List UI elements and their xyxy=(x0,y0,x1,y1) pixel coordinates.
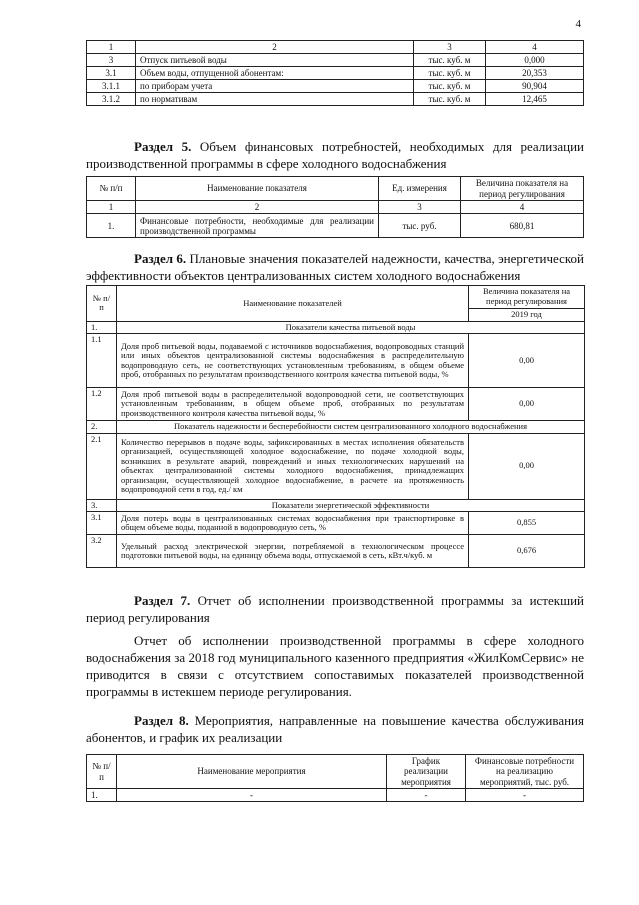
section-7-title: Отчет об исполнении производственной программы за истекший период регулирования xyxy=(86,593,584,625)
header-number: № п/п xyxy=(87,286,117,322)
group-title: Показатель надежности и бесперебойности систем централизованного холодного водоснабжения xyxy=(117,421,585,434)
row-finance: - xyxy=(466,789,584,802)
group-title: Показатели качества питьевой воды xyxy=(117,321,585,334)
row-name: - xyxy=(117,789,387,802)
group-title: Показатели энергетической эффективности xyxy=(117,499,585,512)
row-text: Количество перерывов в подаче воды, зафиксированных в местах исполнения обязательств организацией, осуществляющей холодное водоснабжение, по подаче холодной воды, возникших в результате аварий, повреждений и иных технологических нарушений на объектах централизованной системы холодного водоснабжения, принадлежащих организации, осуществляющей холодное водоснабжение, в расчете на протяженность водопроводной сети в год, ед./ км xyxy=(117,433,469,499)
table-row xyxy=(87,388,585,421)
section-8-title: Мероприятия, направленные на повышение качества обслуживания абонентов, и график их реализации xyxy=(86,713,584,745)
group-row xyxy=(87,499,585,512)
row-unit: тыс. куб. м xyxy=(414,54,486,67)
group-num: 3. xyxy=(87,499,117,512)
header-unit: Ед. измерения xyxy=(379,177,461,201)
header-number: № п/п xyxy=(87,177,136,201)
group-row xyxy=(87,421,585,434)
section-7-label: Раздел 7. xyxy=(134,593,191,608)
col-number-1: 1 xyxy=(87,41,136,54)
col-number-2: 2 xyxy=(136,41,414,54)
col-number-2: 2 xyxy=(136,201,379,214)
section-5-label: Раздел 5. xyxy=(134,139,192,154)
group-row xyxy=(87,321,585,334)
col-number-4: 4 xyxy=(486,41,584,54)
section-8-heading xyxy=(86,712,584,746)
row-num: 3.1 xyxy=(87,67,136,80)
row-text: Доля проб питьевой воды в распределительной водопроводной сети, не соответствующих установленным требованиям, в общем объеме проб, отобранных по результатам производственного контроля качества питьевой воды, % xyxy=(117,388,469,421)
col-number-3: 3 xyxy=(414,41,486,54)
row-unit: тыс. куб. м xyxy=(414,93,486,106)
row-schedule: - xyxy=(387,789,466,802)
row-num: 2.1 xyxy=(87,433,117,499)
row-value: 0,00 xyxy=(469,388,585,421)
table-row xyxy=(87,93,584,106)
row-name: Отпуск питьевой воды xyxy=(136,54,414,67)
row-unit: тыс. куб. м xyxy=(414,80,486,93)
table-row xyxy=(87,54,584,67)
row-num: 3 xyxy=(87,54,136,67)
header-schedule: График реализации мероприятия xyxy=(387,755,466,789)
row-num: 1.2 xyxy=(87,388,117,421)
row-unit: тыс. руб. xyxy=(379,214,461,238)
section-8-label: Раздел 8. xyxy=(134,713,189,728)
row-value: 0,00 xyxy=(469,334,585,388)
row-num: 3.2 xyxy=(87,535,117,568)
row-name: Финансовые потребности, необходимые для реализации производственной программы xyxy=(136,214,379,238)
row-num: 3.1.1 xyxy=(87,80,136,93)
measures-table xyxy=(86,754,584,802)
section-5-heading xyxy=(86,138,584,172)
row-value: 0,855 xyxy=(469,512,585,535)
row-num: 3.1 xyxy=(87,512,117,535)
header-year: 2019 год xyxy=(469,309,585,322)
col-number-4: 4 xyxy=(461,201,584,214)
row-name: по нормативам xyxy=(136,93,414,106)
table-row xyxy=(87,80,584,93)
table-row xyxy=(87,214,584,238)
row-name: Объем воды, отпущенной абонентам: xyxy=(136,67,414,80)
row-value: 12,465 xyxy=(486,93,584,106)
header-value: Величина показателя на период регулирования xyxy=(469,286,585,309)
header-name: Наименование мероприятия xyxy=(117,755,387,789)
water-supply-table xyxy=(86,40,584,106)
row-name: по приборам учета xyxy=(136,80,414,93)
row-text: Удельный расход электрической энергии, потребляемой в технологическом процессе подготовки питьевой воды, на единицу объема воды, отпускаемой в сеть, кВт.ч/куб. м xyxy=(117,535,469,568)
row-value: 0,00 xyxy=(469,433,585,499)
row-text: Доля проб питьевой воды, подаваемой с источников водоснабжения, водопроводных станций или иных объектов централизованной системы водоснабжения в распределительную водопроводную сеть, не соответствующих установленным требованиям, в общем объеме проб, отобранных по результатам производственного контроля качества питьевой воды, % xyxy=(117,334,469,388)
table-row xyxy=(87,334,585,388)
row-num: 1. xyxy=(87,214,136,238)
row-value: 90,904 xyxy=(486,80,584,93)
group-num: 2. xyxy=(87,421,117,434)
section-7-paragraph: Отчет об исполнении производственной программы в сфере холодного водоснабжения за 2018 год муниципального казенного предприятия «ЖилКомСервис» не приводится в связи с отсутствием сопоставимых показателей производственной программы в истекшем периоде регулирования. xyxy=(86,633,584,699)
header-value: Величина показателя на период регулирования xyxy=(461,177,584,201)
row-text: Доля потерь воды в централизованных системах водоснабжения при транспортировке в общем объеме воды, поданной в водопроводную сеть, % xyxy=(117,512,469,535)
indicators-table xyxy=(86,285,585,568)
header-finance: Финансовые потребности на реализацию мероприятий, тыс. руб. xyxy=(466,755,584,789)
financial-needs-table xyxy=(86,176,584,238)
header-number: № п/п xyxy=(87,755,117,789)
header-name: Наименование показателя xyxy=(136,177,379,201)
row-value: 20,353 xyxy=(486,67,584,80)
row-num: 1.1 xyxy=(87,334,117,388)
page-number: 4 xyxy=(575,18,581,30)
table-row xyxy=(87,433,585,499)
row-value: 680,81 xyxy=(461,214,584,238)
table-row xyxy=(87,789,584,802)
section-6-heading xyxy=(86,250,584,284)
header-name: Наименование показателей xyxy=(117,286,469,322)
section-6-label: Раздел 6. xyxy=(134,251,187,266)
row-unit: тыс. куб. м xyxy=(414,67,486,80)
section-5-title: Объем финансовых потребностей, необходимых для реализации производственной программы в сфере холодного водоснабжения xyxy=(86,139,584,171)
col-number-3: 3 xyxy=(379,201,461,214)
table-row xyxy=(87,512,585,535)
table-row xyxy=(87,67,584,80)
table-row xyxy=(87,535,585,568)
row-value: 0,000 xyxy=(486,54,584,67)
row-value: 0,676 xyxy=(469,535,585,568)
row-num: 1. xyxy=(87,789,117,802)
col-number-1: 1 xyxy=(87,201,136,214)
group-num: 1. xyxy=(87,321,117,334)
section-7-heading xyxy=(86,592,584,626)
section-6-title: Плановые значения показателей надежности, качества, энергетической эффективности объектов централизованных систем холодного водоснабжения xyxy=(86,251,584,283)
row-num: 3.1.2 xyxy=(87,93,136,106)
